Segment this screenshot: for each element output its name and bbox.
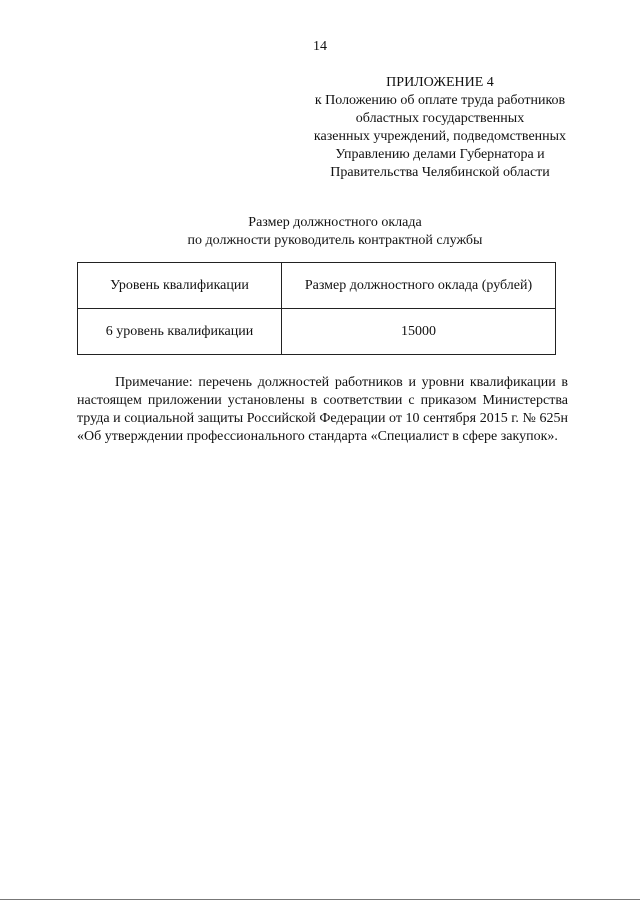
table-cell: 15000 — [282, 309, 556, 355]
bottom-scan-edge — [0, 899, 640, 900]
appendix-line: казенных учреждений, подведомственных — [313, 129, 567, 144]
note-paragraph: Примечание: перечень должностей работников и уровни квалификации в настоящем приложении установлены в соответствии с приказом Министерства труда и социальной защиты Российской Федерации от 10 сентября 2015 г. № 625н «Об утверждении профессионального стандарта «Специалист в сфере закупок». — [77, 375, 568, 444]
table-header-cell: Уровень квалификации — [78, 263, 282, 309]
table-header-cell: Размер должностного оклада (рублей) — [282, 263, 556, 309]
appendix-line: к Положению об оплате труда работников — [314, 93, 566, 108]
appendix-header — [290, 74, 590, 182]
table-header-row — [78, 263, 556, 309]
table-row — [78, 309, 556, 355]
heading-line-2: по должности руководитель контрактной службы — [187, 233, 483, 248]
page-number: 14 — [313, 39, 327, 54]
salary-table — [77, 262, 556, 355]
appendix-line: Правительства Челябинской области — [330, 165, 550, 180]
appendix-title: ПРИЛОЖЕНИЕ 4 — [386, 75, 494, 90]
document-heading — [0, 214, 640, 250]
table-cell: 6 уровень квалификации — [78, 309, 282, 355]
appendix-line: Управлению делами Губернатора и — [335, 147, 545, 162]
heading-line-1: Размер должностного оклада — [248, 215, 422, 230]
appendix-line: областных государственных — [355, 111, 525, 126]
